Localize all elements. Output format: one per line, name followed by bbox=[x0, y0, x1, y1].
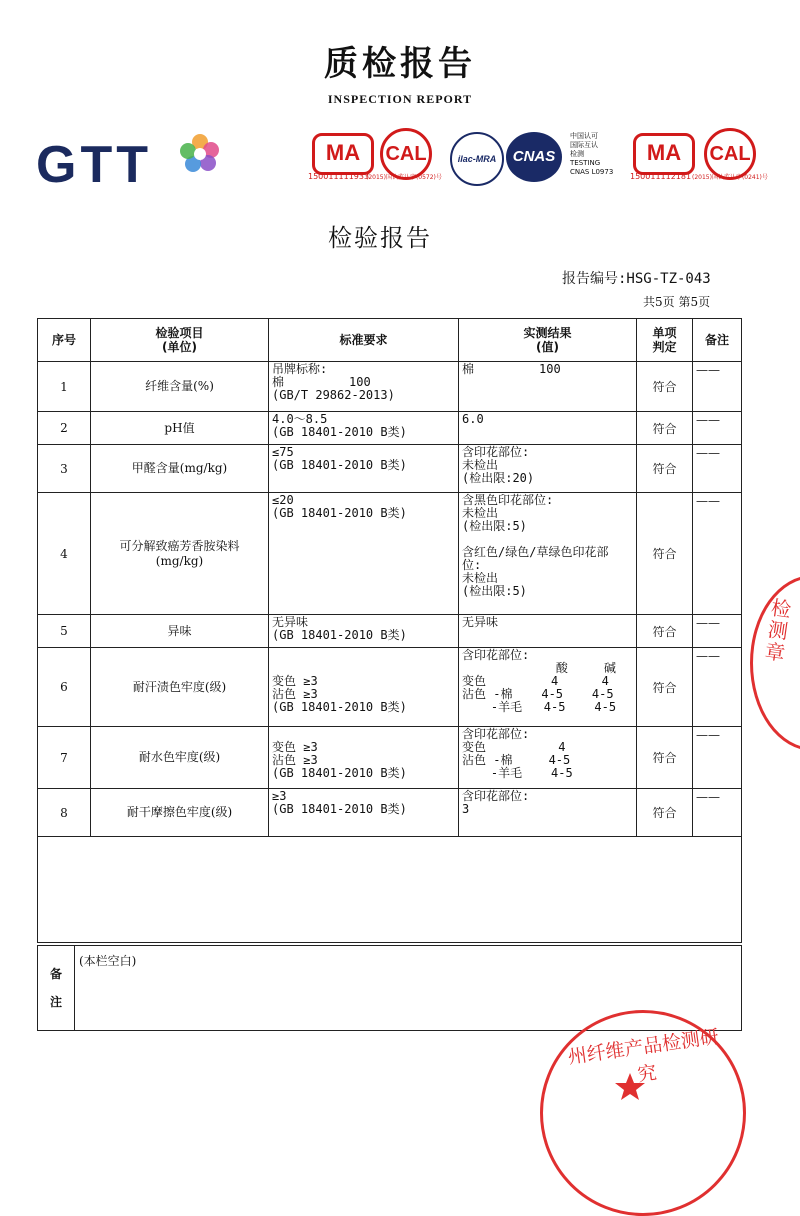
cma-mark-right-icon: MA bbox=[633, 133, 695, 175]
row-result: 含印花部位: 3 bbox=[459, 789, 637, 837]
row-result: 含印花部位: 变色 4 沾色 -棉 4-5 -羊毛 4-5 bbox=[459, 727, 637, 789]
side-stamp-text: 检测 章 bbox=[763, 595, 793, 666]
row-standard: ≤75 (GB 18401-2010 B类) bbox=[269, 445, 459, 493]
row-standard: ≤20 (GB 18401-2010 B类) bbox=[269, 493, 459, 615]
row-judge: 符合 bbox=[637, 648, 693, 727]
cma-right-code: 150011112181 bbox=[630, 172, 692, 181]
cnas-icon: CNAS bbox=[506, 132, 562, 182]
row-result: 含印花部位: 未检出 (检出限:20) bbox=[459, 445, 637, 493]
header-note: 备注 bbox=[693, 319, 742, 362]
row-seq: 3 bbox=[38, 445, 91, 493]
row-seq: 8 bbox=[38, 789, 91, 837]
header-result: 实测结果 (值) bbox=[459, 319, 637, 362]
row-result: 棉 100 bbox=[459, 362, 637, 412]
cal-left-small: (2015)国认监认字(0572)号 bbox=[366, 174, 442, 181]
table-blank-row bbox=[38, 837, 742, 943]
row-item: 耐干摩擦色牢度(级) bbox=[91, 789, 269, 837]
document-title: 质检报告 bbox=[324, 44, 476, 84]
row-standard: 变色 ≥3 沾色 ≥3 (GB 18401-2010 B类) bbox=[269, 727, 459, 789]
row-note: —— bbox=[693, 412, 742, 445]
header-standard: 标准要求 bbox=[269, 319, 459, 362]
row-item: 纤维含量(%) bbox=[91, 362, 269, 412]
report-number: 报告编号:HSG-TZ-043 bbox=[562, 271, 711, 287]
cal-mark-right-icon: CAL bbox=[704, 128, 756, 180]
header-item: 检验项目 (单位) bbox=[91, 319, 269, 362]
table-header-row bbox=[38, 319, 742, 362]
row-judge: 符合 bbox=[637, 727, 693, 789]
table-row bbox=[38, 615, 742, 648]
page-info: 共5页 第5页 bbox=[643, 295, 711, 309]
row-seq: 5 bbox=[38, 615, 91, 648]
document-subtitle: INSPECTION REPORT bbox=[327, 92, 473, 106]
row-standard: 变色 ≥3 沾色 ≥3 (GB 18401-2010 B类) bbox=[269, 648, 459, 727]
row-judge: 符合 bbox=[637, 445, 693, 493]
cma-mark-left-icon: MA bbox=[312, 133, 374, 175]
row-note: —— bbox=[693, 615, 742, 648]
ilac-mra-icon: ilac-MRA bbox=[450, 132, 504, 186]
table-row bbox=[38, 445, 742, 493]
table-row bbox=[38, 789, 742, 837]
row-item: 可分解致癌芳香胺染料 (mg/kg) bbox=[91, 493, 269, 615]
cma-left-code: 150011111933 bbox=[308, 172, 370, 181]
row-note: —— bbox=[693, 493, 742, 615]
bottom-stamp-text: 州纤维产品检测研究 bbox=[566, 1025, 721, 1087]
row-result: 含印花部位: 酸 碱 变色 4 4 沾色 -棉 4-5 4-5 -羊毛 4-5 4-5 bbox=[459, 648, 637, 727]
remarks-text: (本栏空白) bbox=[75, 946, 742, 1031]
flower-logo-icon bbox=[178, 132, 222, 176]
row-note: —— bbox=[693, 789, 742, 837]
row-standard: 无异味 (GB 18401-2010 B类) bbox=[269, 615, 459, 648]
row-judge: 符合 bbox=[637, 789, 693, 837]
row-result: 无异味 bbox=[459, 615, 637, 648]
row-item: 耐汗渍色牢度(级) bbox=[91, 648, 269, 727]
row-item: pH值 bbox=[91, 412, 269, 445]
report-heading: 检验报告 bbox=[328, 224, 432, 252]
header-judge: 单项 判定 bbox=[637, 319, 693, 362]
row-item: 耐水色牢度(级) bbox=[91, 727, 269, 789]
stamp-star-icon bbox=[612, 1072, 648, 1100]
row-standard: 吊牌标称: 棉 100 (GB/T 29862-2013) bbox=[269, 362, 459, 412]
row-item: 甲醛含量(mg/kg) bbox=[91, 445, 269, 493]
table-row bbox=[38, 412, 742, 445]
row-standard: 4.0～8.5 (GB 18401-2010 B类) bbox=[269, 412, 459, 445]
remarks-label: 备 注 bbox=[38, 946, 75, 1031]
table-row bbox=[38, 493, 742, 615]
table-row bbox=[38, 648, 742, 727]
row-judge: 符合 bbox=[637, 615, 693, 648]
table-row bbox=[38, 362, 742, 412]
row-seq: 6 bbox=[38, 648, 91, 727]
row-result: 6.0 bbox=[459, 412, 637, 445]
cal-right-small: (2015)国认监认字(0241)号 bbox=[692, 174, 768, 181]
header-seq: 序号 bbox=[38, 319, 91, 362]
row-judge: 符合 bbox=[637, 362, 693, 412]
table-row bbox=[38, 727, 742, 789]
row-judge: 符合 bbox=[637, 493, 693, 615]
row-seq: 4 bbox=[38, 493, 91, 615]
row-seq: 1 bbox=[38, 362, 91, 412]
inspection-table bbox=[37, 318, 742, 943]
row-note: —— bbox=[693, 727, 742, 789]
row-note: —— bbox=[693, 648, 742, 727]
row-result: 含黑色印花部位: 未检出 (检出限:5) 含红色/绿色/草绿色印花部 位: 未检出 (检出限:5) bbox=[459, 493, 637, 615]
gtt-logo: GTT bbox=[36, 136, 152, 194]
cnas-text: 中国认可 国际互认 检测 TESTING CNAS L0973 bbox=[570, 132, 614, 176]
row-standard: ≥3 (GB 18401-2010 B类) bbox=[269, 789, 459, 837]
row-note: —— bbox=[693, 362, 742, 412]
cal-mark-left-icon: CAL bbox=[380, 128, 432, 180]
row-seq: 2 bbox=[38, 412, 91, 445]
row-seq: 7 bbox=[38, 727, 91, 789]
row-note: —— bbox=[693, 445, 742, 493]
row-item: 异味 bbox=[91, 615, 269, 648]
blank-area bbox=[38, 837, 742, 943]
row-judge: 符合 bbox=[637, 412, 693, 445]
